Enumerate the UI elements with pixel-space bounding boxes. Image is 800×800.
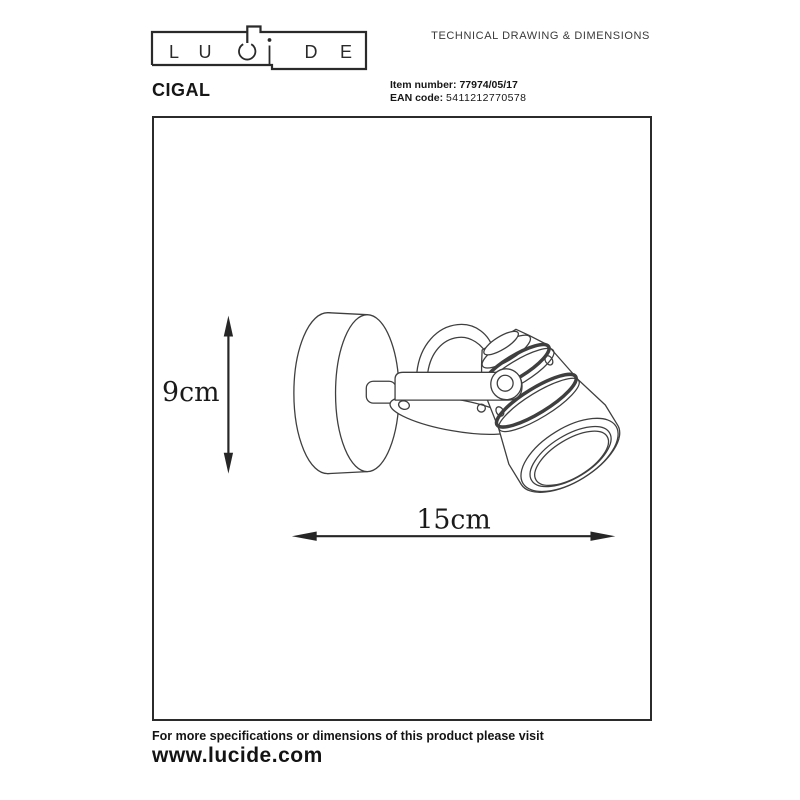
pivot-knob [491, 369, 522, 400]
footer-note: For more specifications or dimensions of this product please visit [152, 729, 544, 743]
logo-letter: L [168, 42, 180, 62]
width-dimension-label: 15cm [416, 504, 491, 536]
item-number-label: Item number: [390, 79, 457, 91]
mounting-stub [366, 381, 396, 403]
footer [152, 729, 544, 768]
website-text: www.lucide.com [152, 744, 323, 767]
lucide-logo [150, 22, 380, 76]
ean-label: EAN code: [390, 92, 444, 104]
height-dimension-label: 9cm [162, 377, 220, 409]
logo-letter: E [339, 42, 353, 62]
logo-letter: D [304, 42, 318, 62]
logo-letter: U [198, 42, 212, 62]
product-meta [390, 79, 526, 105]
fixture-technical-drawing [154, 118, 650, 719]
height-dimension-arrow [224, 316, 233, 474]
doc-title: TECHNICAL DRAWING & DIMENSIONS [431, 30, 650, 42]
item-number-row [390, 79, 526, 92]
ean-row [390, 92, 526, 105]
logo-letter-i-dot [268, 38, 272, 42]
ean-value: 5411212770578 [446, 92, 527, 104]
product-name: CIGAL [152, 80, 211, 100]
technical-drawing-frame [152, 116, 652, 721]
logo-box [152, 27, 366, 70]
item-number-value: 77974/05/17 [459, 79, 518, 91]
logo-letter-c [239, 44, 255, 59]
